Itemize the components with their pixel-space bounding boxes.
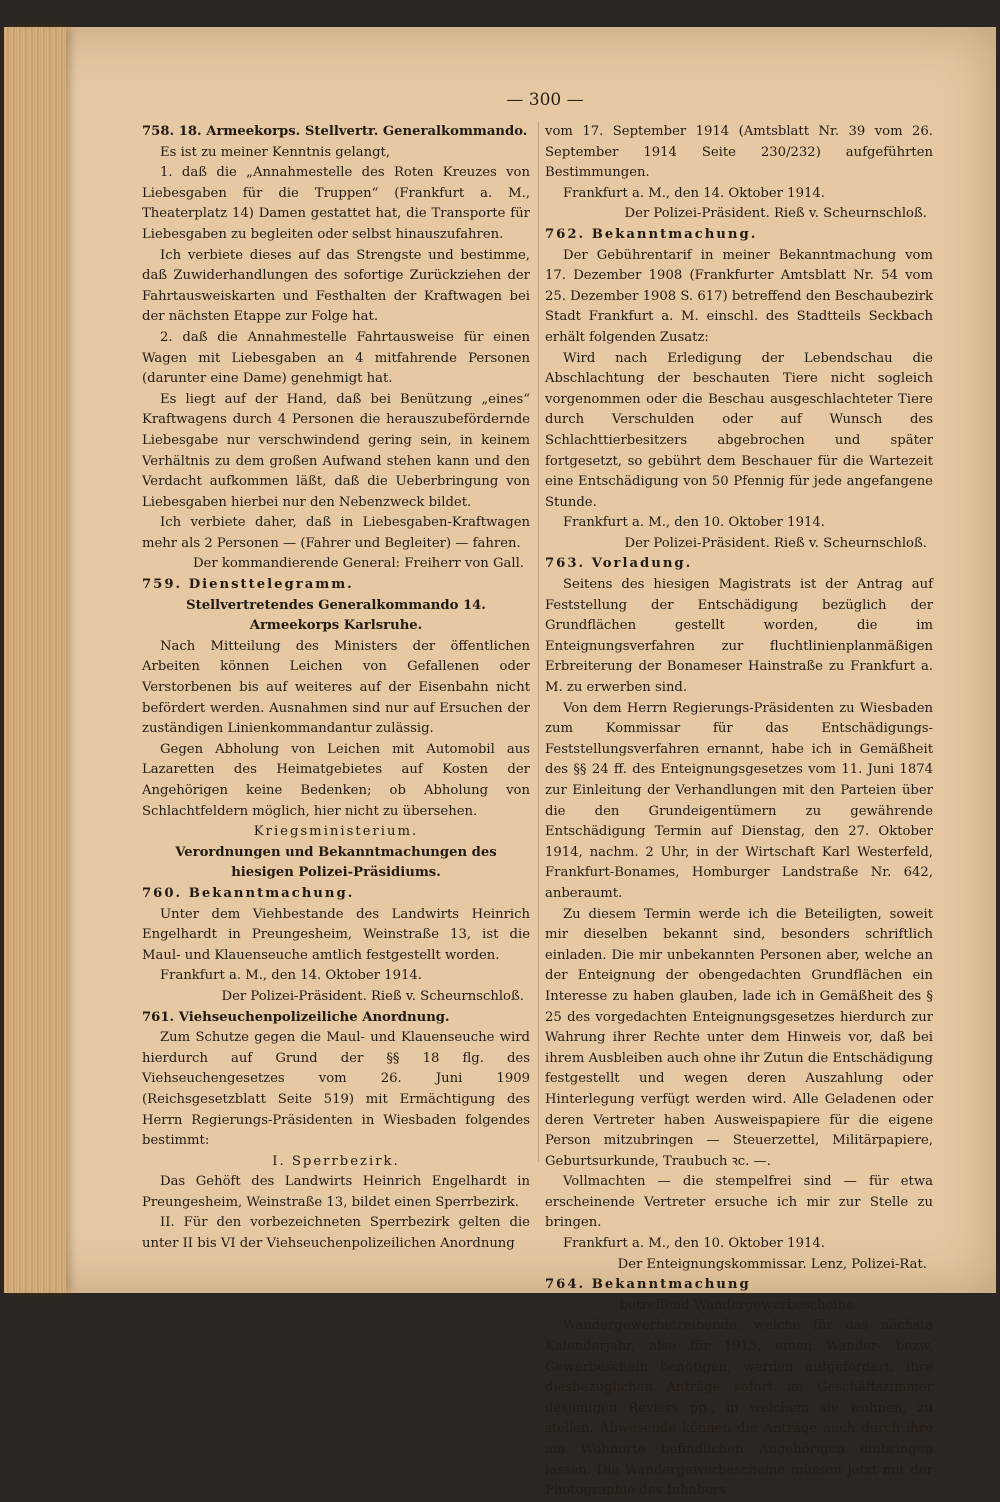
left-paragraph: Ich verbiete daher, daß in Liebesgaben-Kraftwagen mehr als 2 Personen — (Fahrer und Begleiter) — fahren. bbox=[142, 515, 530, 551]
right-paragraph: Wird nach Erledigung der Lebendschau die Abschlachtung der beschauten Tiere nicht sogleich vorgenommen oder die Beschau ausgeschlachteter Tiere durch Verschulden oder auf Wunsch des Schlachttierbesitzers abgebrochen und später fortgesetzt, so gebührt dem Beschauer für die Wartezeit eine Entschädigung von 50 Pfennig für jede angefangene Stunde. bbox=[545, 350, 933, 510]
right-paragraph: Zu diesem Termin werde ich die Beteiligten, soweit mir dieselben bekannt sind, besonders schriftlich einladen. Die mir unbekannten Personen aber, welche an der Enteignung der obengedachten Grundflächen ein Interesse zu haben glauben, lade ich in Gemäßheit des § 25 des vorgedachten Enteignungsgesetzes hierdurch zur Wahrung ihrer Rechte unter dem Hinweis vor, daß bei ihrem Ausbleiben auch ohne ihr Zutun die Entschädigung festgestellt und wegen deren Auszahlung oder Hinterlegung verfügt werden wird. Alle Geladenen oder deren Vertreter haben Ausweispapiere für die eigene Person mitzubringen — Steuerzettel, Militärpapiere, Geburtsurkunde, Traubuch ꝛc. —. bbox=[545, 906, 933, 1169]
right-paragraph: Der Polizei-Präsident. Rieß v. Scheurnschloß. bbox=[624, 535, 927, 551]
right-paragraph: Frankfurt a. M., den 14. Oktober 1914. bbox=[563, 185, 825, 201]
left-paragraph: 758. 18. Armeekorps. Stellvertr. Generalkommando. bbox=[142, 124, 528, 139]
left-paragraph: Der Polizei-Präsident. Rieß v. Scheurnschloß. bbox=[221, 988, 524, 1004]
right-paragraph: Frankfurt a. M., den 10. Oktober 1914. bbox=[563, 1236, 825, 1252]
left-paragraph: Ich verbiete dieses auf das Strengste und bestimme, daß Zuwiderhandlungen des sofortige Zurückziehen der Fahrtausweiskarten und Festhalten der Kraftwagen bei der nächsten Etappe zur Folge hat. bbox=[142, 247, 530, 325]
left-paragraph: II. Für den vorbezeichneten Sperrbezirk gelten die unter II bis VI der Viehseuchenpolizeilichen Anordnung bbox=[142, 1215, 530, 1252]
left-paragraph: Der kommandierende General: Freiherr von Gall. bbox=[192, 556, 524, 572]
left-paragraph: Nach Mitteilung des Ministers der öffentlichen Arbeiten können Leichen von Gefallenen oder Verstorbenen bis auf weiteres auf der Eisenbahn nicht befördert werden. Ausnahmen sind nur auf Ersuchen der zuständigen Linienkommandantur zulässig. bbox=[142, 638, 530, 737]
left-paragraph: Es liegt auf der Hand, daß bei Benützung „eines“ Kraftwagens durch 4 Personen die herauszubefördernde Liebesgabe nur verschwindend gering sein, in keinem Verhältnis zu dem großen Aufwand stehen kann und den Verdacht aufkommen läßt, daß die Ueberbringung von Liebesgaben hierbei nur den Nebenzweck bildet. bbox=[142, 391, 530, 510]
left-paragraph: Stellvertretendes Generalkommando 14. Armeekorps Karlsruhe. bbox=[186, 597, 486, 634]
right-paragraph: Seitens des hiesigen Magistrats ist der Antrag auf Feststellung der Entschädigung bezüglich der Grundflächen gestellt worden, die im Enteignungsverfahren zur fluchtlinienplanmäßigen Erbreiterung der Bonameser Hainstraße zu Frankfurt a. M. zu erwerben sind. bbox=[545, 577, 933, 696]
right-paragraph: Vollmachten — die stempelfrei sind — für etwa erscheinende Vertreter ersuche ich mir zur Stelle zu bringen. bbox=[545, 1174, 933, 1231]
right-paragraph: Der Enteignungskommissar. Lenz, Polizei-Rat. bbox=[617, 1256, 927, 1272]
left-paragraph: Unter dem Viehbestande des Landwirts Heinrich Engelhardt in Preungesheim, Weinstraße 13, ist die Maul- und Klauenseuche amtlich festgestellt worden. bbox=[142, 906, 530, 963]
right-paragraph: betreffend Wandergewerbescheine. bbox=[619, 1297, 859, 1313]
right-column bbox=[545, 122, 933, 1502]
left-paragraph: I. Sperrbezirk. bbox=[272, 1153, 400, 1169]
right-paragraph: 762. Bekanntmachung. bbox=[545, 226, 758, 242]
column-divider bbox=[538, 122, 539, 1162]
left-paragraph: Es ist zu meiner Kenntnis gelangt, bbox=[160, 144, 391, 160]
left-paragraph: Gegen Abholung von Leichen mit Automobil aus Lazaretten des Heimatgebietes auf Kosten der Angehörigen keine Bedenken; ob Abholung von Schlachtfeldern möglich, hier nicht zu übersehen. bbox=[142, 741, 530, 819]
left-paragraph: Zum Schutze gegen die Maul- und Klauenseuche wird hierdurch auf Grund der §§ 18 flg. des Viehseuchengesetzes vom 26. Juni 1909 (Reichsgesetzblatt Seite 519) mit Ermächtigung des Herrn Regierungs-Präsidenten in Wiesbaden folgendes bestimmt: bbox=[142, 1030, 530, 1149]
right-paragraph: Der Gebührentarif in meiner Bekanntmachung vom 17. Dezember 1908 (Frankfurter Amtsblatt Nr. 54 vom 25. Dezember 1908 S. 617) betreffend den Beschaubezirk Stadt Frankfurt a. M. einschl. des Stadtteils Seckbach erhält folgenden Zusatz: bbox=[545, 247, 933, 345]
right-paragraph: vom 17. September 1914 (Amtsblatt Nr. 39 vom 26. September 1914 Seite 230/232) aufgeführten Bestimmungen. bbox=[545, 124, 933, 181]
page-number: — 300 — bbox=[506, 90, 584, 110]
right-paragraph: Von dem Herrn Regierungs-Präsidenten zu Wiesbaden zum Kommissar für das Entschädigungs-Feststellungsverfahren ernannt, habe ich in Gemäßheit des §§ 24 ff. des Enteignungsgesetzes vom 11. Juni 1874 zur Einleitung der Verhandlungen mit den Parteien über die den Grundeigentümern zu gewährende Entschädigung Termin auf Dienstag, den 27. Oktober 1914, nachm. 2 Uhr, in der Wirtschaft Karl Westerfeld, Frankfurt-Bonames, Homburger Landstraße Nr. 642, anberaumt. bbox=[545, 700, 933, 901]
left-paragraph: Kriegsministerium. bbox=[253, 824, 419, 840]
right-paragraph: 763. Vorladung. bbox=[545, 556, 693, 572]
right-paragraph: Frankfurt a. M., den 10. Oktober 1914. bbox=[563, 515, 825, 531]
left-paragraph: 760. Bekanntmachung. bbox=[142, 885, 355, 901]
book-page-edges bbox=[4, 27, 66, 1293]
right-paragraph: Der Polizei-Präsident. Rieß v. Scheurnschloß. bbox=[624, 206, 927, 222]
right-paragraph: 764. Bekanntmachung bbox=[545, 1277, 751, 1293]
left-paragraph: Frankfurt a. M., den 14. Oktober 1914. bbox=[160, 968, 422, 984]
left-paragraph: 761. Viehseuchenpolizeiliche Anordnung. bbox=[142, 1009, 450, 1025]
left-column bbox=[142, 122, 530, 1255]
right-paragraph: Wandergewerbetreibende, welche für das nächste Kalenderjahr, also für 1915, einen Wander- bezw. Gewerbeschein benötigen, werden aufgefordert, ihre diesbezüglichen Anträge sofort im Geschäftszimmer desjenigen Reviers pp., in welchem sie wohnen, zu stellen. Abwesende können die Anträge auch durch ihre am Wohnorte befindlichen Angehörigen einbringen lassen. Die Wandergewerbescheine müssen jetzt mit der Photographie des Inhabers bbox=[545, 1318, 933, 1499]
left-paragraph: Das Gehöft des Landwirts Heinrich Engelhardt in Preungesheim, Weinstraße 13, bildet einen Sperrbezirk. bbox=[142, 1174, 530, 1210]
left-paragraph: 759. Diensttelegramm. bbox=[142, 577, 354, 593]
left-paragraph: 2. daß die Annahmestelle Fahrtausweise für einen Wagen mit Liebesgaben an 4 mitfahrende Personen (darunter eine Dame) genehmigt hat. bbox=[142, 329, 530, 387]
left-paragraph: Verordnungen und Bekanntmachungen des hiesigen Polizei-Präsidiums. bbox=[175, 844, 497, 881]
left-paragraph: 1. daß die „Annahmestelle des Roten Kreuzes von Liebesgaben für die Truppen“ (Frankfurt a. M., Theaterplatz 14) Damen gestattet hat, die Transporte für Liebesgaben zu begleiten oder selbst hinauszufahren. bbox=[142, 165, 530, 242]
